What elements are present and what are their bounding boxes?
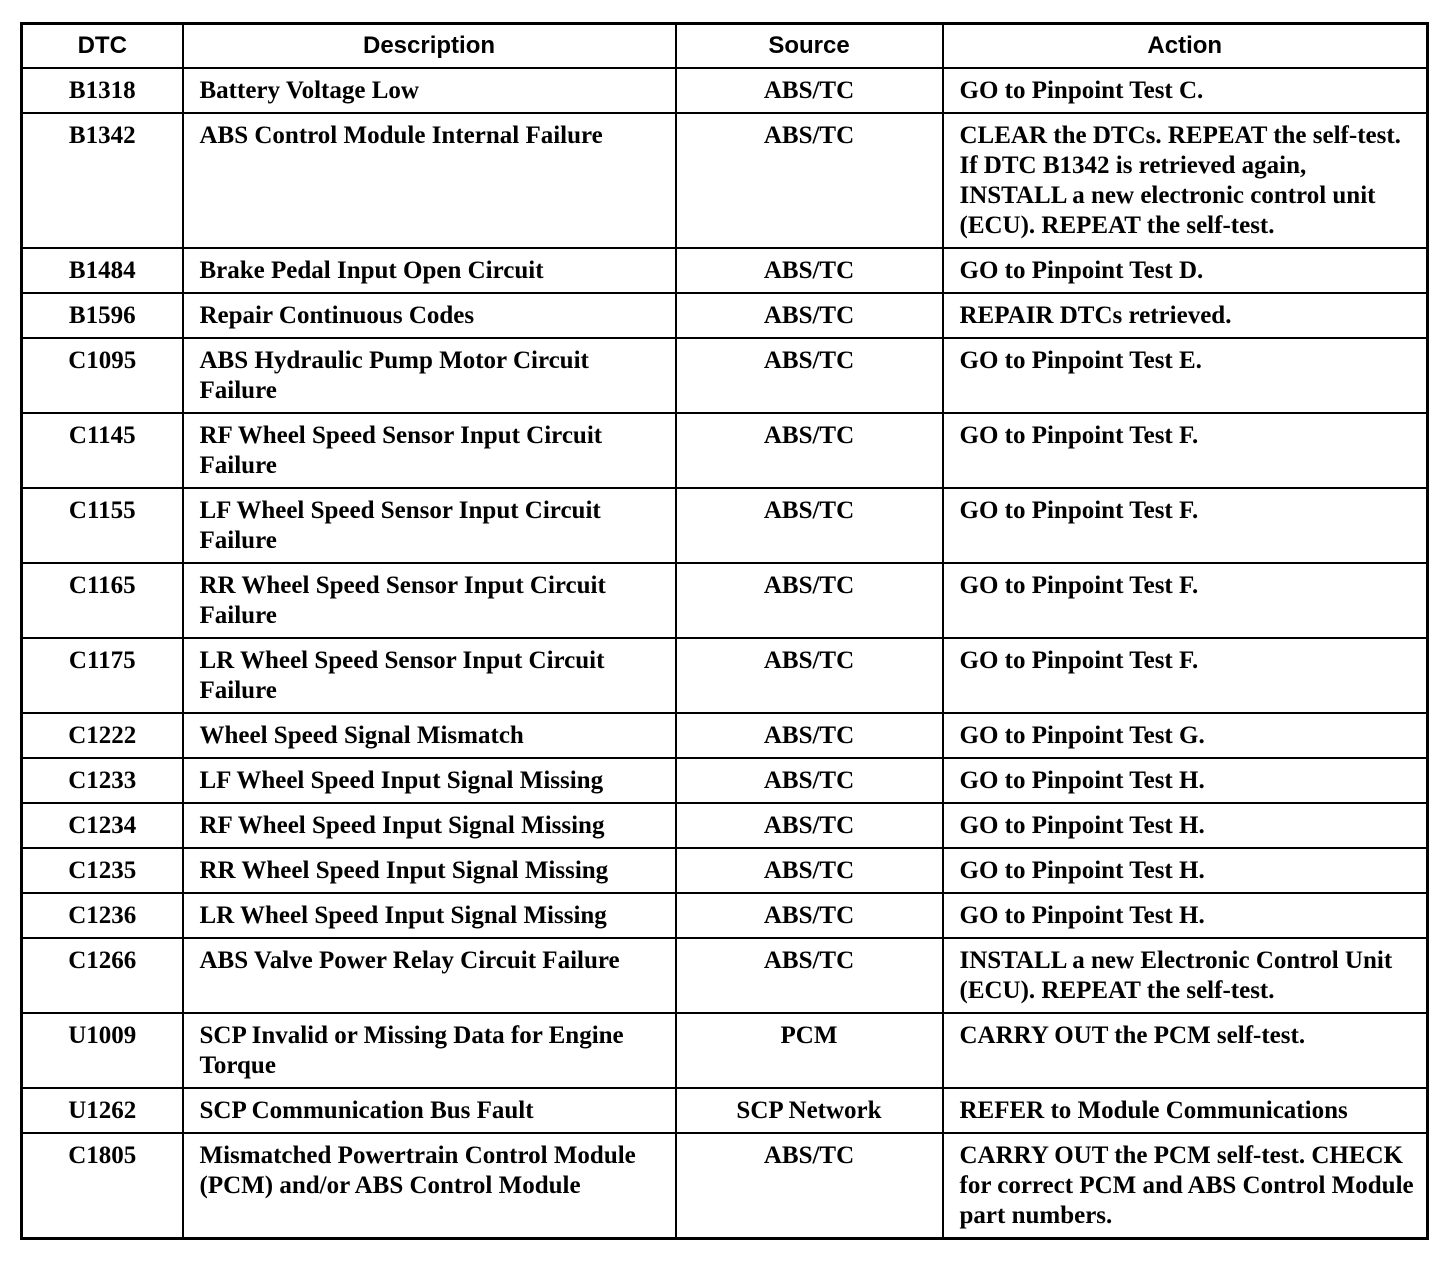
cell-dtc: C1266 xyxy=(22,938,183,1013)
cell-source: ABS/TC xyxy=(676,563,943,638)
table-row xyxy=(22,938,1428,1013)
header-row xyxy=(22,24,1428,69)
table-row xyxy=(22,713,1428,758)
cell-source: ABS/TC xyxy=(676,938,943,1013)
cell-action: CARRY OUT the PCM self-test. xyxy=(943,1013,1428,1088)
table-row xyxy=(22,893,1428,938)
cell-description: LR Wheel Speed Sensor Input Circuit Failure xyxy=(183,638,676,713)
cell-description: ABS Valve Power Relay Circuit Failure xyxy=(183,938,676,1013)
header-source: Source xyxy=(676,24,943,69)
cell-description: RF Wheel Speed Sensor Input Circuit Failure xyxy=(183,413,676,488)
cell-description: Battery Voltage Low xyxy=(183,68,676,113)
table-row xyxy=(22,758,1428,803)
cell-description: ABS Control Module Internal Failure xyxy=(183,113,676,248)
table-row xyxy=(22,638,1428,713)
cell-dtc: B1596 xyxy=(22,293,183,338)
cell-dtc: C1235 xyxy=(22,848,183,893)
cell-dtc: C1233 xyxy=(22,758,183,803)
dtc-table xyxy=(20,22,1429,1240)
cell-source: ABS/TC xyxy=(676,803,943,848)
cell-description: Mismatched Powertrain Control Module (PCM) and/or ABS Control Module xyxy=(183,1133,676,1239)
cell-action: REFER to Module Communications xyxy=(943,1088,1428,1133)
table-row xyxy=(22,113,1428,248)
cell-dtc: C1175 xyxy=(22,638,183,713)
table-row xyxy=(22,848,1428,893)
cell-source: ABS/TC xyxy=(676,1133,943,1239)
table-row xyxy=(22,563,1428,638)
cell-action: CLEAR the DTCs. REPEAT the self-test. If DTC B1342 is retrieved again, INSTALL a new electronic control unit (ECU). REPEAT the self-test. xyxy=(943,113,1428,248)
table-header xyxy=(22,24,1428,69)
cell-source: ABS/TC xyxy=(676,488,943,563)
cell-action: REPAIR DTCs retrieved. xyxy=(943,293,1428,338)
cell-action: GO to Pinpoint Test F. xyxy=(943,413,1428,488)
cell-source: SCP Network xyxy=(676,1088,943,1133)
cell-source: PCM xyxy=(676,1013,943,1088)
cell-action: GO to Pinpoint Test E. xyxy=(943,338,1428,413)
cell-source: ABS/TC xyxy=(676,413,943,488)
cell-source: ABS/TC xyxy=(676,293,943,338)
table-row xyxy=(22,68,1428,113)
cell-dtc: C1155 xyxy=(22,488,183,563)
cell-description: LF Wheel Speed Sensor Input Circuit Failure xyxy=(183,488,676,563)
table-row xyxy=(22,803,1428,848)
cell-action: GO to Pinpoint Test H. xyxy=(943,893,1428,938)
cell-dtc: B1484 xyxy=(22,248,183,293)
table-row xyxy=(22,1088,1428,1133)
cell-action: GO to Pinpoint Test H. xyxy=(943,758,1428,803)
cell-dtc: U1009 xyxy=(22,1013,183,1088)
cell-action: GO to Pinpoint Test H. xyxy=(943,803,1428,848)
table-row xyxy=(22,1013,1428,1088)
cell-description: SCP Invalid or Missing Data for Engine Torque xyxy=(183,1013,676,1088)
cell-dtc: C1145 xyxy=(22,413,183,488)
table-row xyxy=(22,488,1428,563)
cell-description: LR Wheel Speed Input Signal Missing xyxy=(183,893,676,938)
cell-description: LF Wheel Speed Input Signal Missing xyxy=(183,758,676,803)
cell-dtc: C1805 xyxy=(22,1133,183,1239)
cell-action: GO to Pinpoint Test F. xyxy=(943,638,1428,713)
cell-description: ABS Hydraulic Pump Motor Circuit Failure xyxy=(183,338,676,413)
cell-source: ABS/TC xyxy=(676,713,943,758)
cell-dtc: C1222 xyxy=(22,713,183,758)
cell-action: GO to Pinpoint Test G. xyxy=(943,713,1428,758)
cell-action: GO to Pinpoint Test F. xyxy=(943,488,1428,563)
cell-action: GO to Pinpoint Test F. xyxy=(943,563,1428,638)
header-dtc: DTC xyxy=(22,24,183,69)
cell-source: ABS/TC xyxy=(676,248,943,293)
cell-action: CARRY OUT the PCM self-test. CHECK for correct PCM and ABS Control Module part numbers. xyxy=(943,1133,1428,1239)
table-row xyxy=(22,413,1428,488)
cell-dtc: C1095 xyxy=(22,338,183,413)
cell-action: GO to Pinpoint Test D. xyxy=(943,248,1428,293)
cell-description: RR Wheel Speed Sensor Input Circuit Failure xyxy=(183,563,676,638)
table-row xyxy=(22,1133,1428,1239)
table-row xyxy=(22,338,1428,413)
cell-dtc: B1318 xyxy=(22,68,183,113)
cell-dtc: U1262 xyxy=(22,1088,183,1133)
table-row xyxy=(22,293,1428,338)
cell-dtc: C1234 xyxy=(22,803,183,848)
cell-action: GO to Pinpoint Test C. xyxy=(943,68,1428,113)
cell-description: Brake Pedal Input Open Circuit xyxy=(183,248,676,293)
table-body xyxy=(22,68,1428,1239)
cell-source: ABS/TC xyxy=(676,848,943,893)
cell-description: Wheel Speed Signal Mismatch xyxy=(183,713,676,758)
cell-description: RF Wheel Speed Input Signal Missing xyxy=(183,803,676,848)
header-description: Description xyxy=(183,24,676,69)
cell-dtc: C1165 xyxy=(22,563,183,638)
cell-description: SCP Communication Bus Fault xyxy=(183,1088,676,1133)
cell-source: ABS/TC xyxy=(676,893,943,938)
table-row xyxy=(22,248,1428,293)
cell-action: GO to Pinpoint Test H. xyxy=(943,848,1428,893)
cell-source: ABS/TC xyxy=(676,758,943,803)
cell-source: ABS/TC xyxy=(676,338,943,413)
cell-source: ABS/TC xyxy=(676,113,943,248)
cell-description: RR Wheel Speed Input Signal Missing xyxy=(183,848,676,893)
cell-action: INSTALL a new Electronic Control Unit (ECU). REPEAT the self-test. xyxy=(943,938,1428,1013)
cell-source: ABS/TC xyxy=(676,638,943,713)
cell-dtc: C1236 xyxy=(22,893,183,938)
cell-source: ABS/TC xyxy=(676,68,943,113)
header-action: Action xyxy=(943,24,1428,69)
cell-dtc: B1342 xyxy=(22,113,183,248)
cell-description: Repair Continuous Codes xyxy=(183,293,676,338)
